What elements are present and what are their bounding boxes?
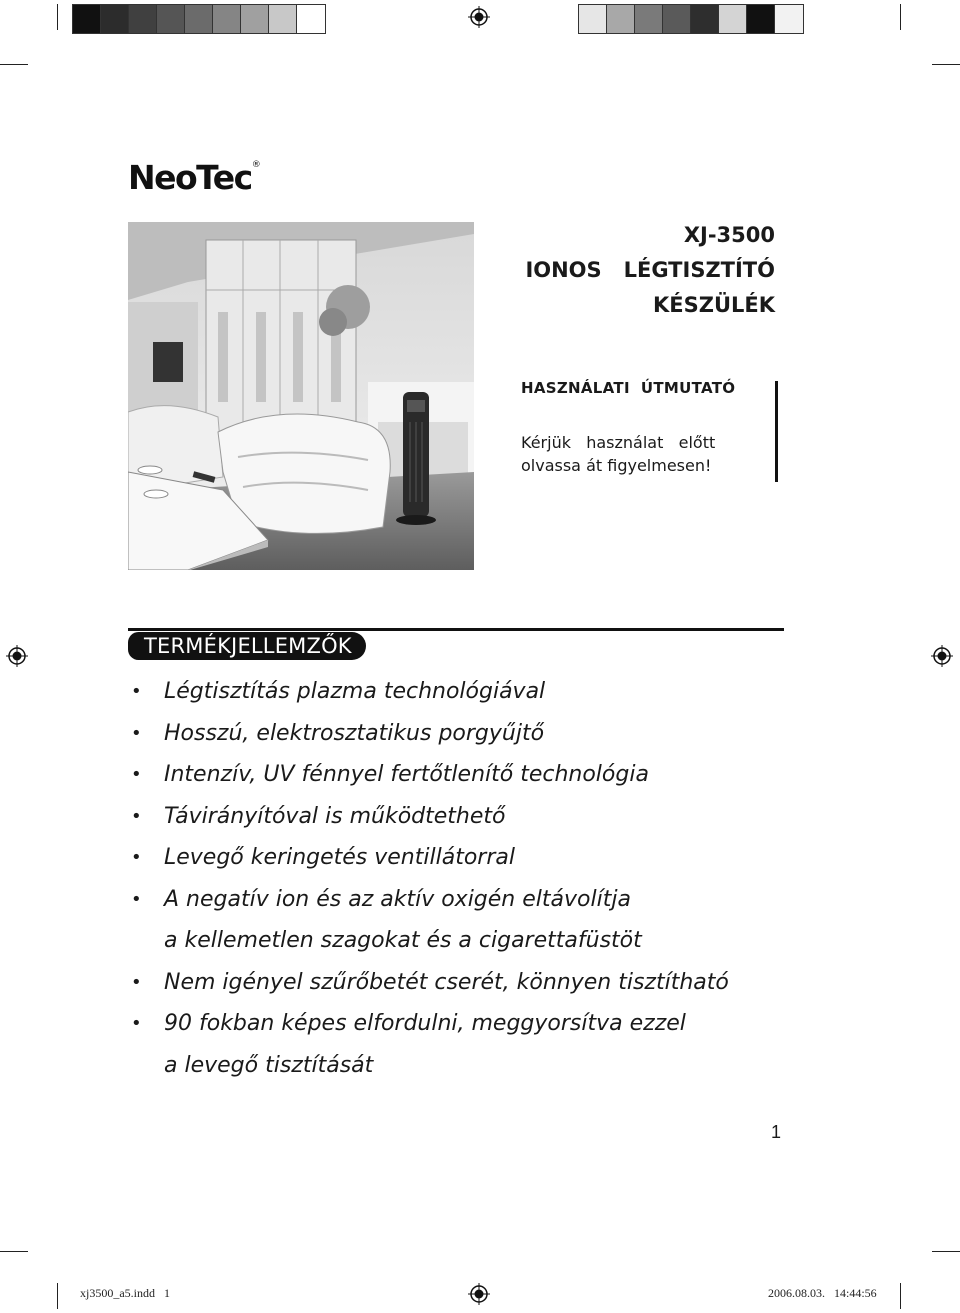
color-swatch (185, 5, 213, 33)
color-swatch (719, 5, 747, 33)
color-swatch (129, 5, 157, 33)
feature-text-continued: a kellemetlen szagokat és a cigarettafüstöt (164, 928, 642, 953)
feature-text-continued: a levegő tisztítását (164, 1052, 374, 1078)
feature-text: Légtisztítás plazma technológiával (164, 679, 546, 704)
brand-logo (128, 158, 261, 197)
product-photo (128, 222, 474, 570)
list-item (128, 837, 828, 879)
feature-text: Levegő keringetés ventillátorral (164, 845, 515, 870)
registration-mark-bottom-icon (468, 1283, 490, 1305)
color-swatch (691, 5, 719, 33)
crop-mark-top-left-h (0, 64, 28, 65)
registration-mark-left-icon (6, 645, 28, 667)
features-heading: TERMÉKJELLEMZŐK (128, 632, 366, 660)
feature-text: Nem igényel szűrőbetét cserét, könnyen tisztítható (164, 969, 729, 995)
color-swatch (579, 5, 607, 33)
features-list (128, 671, 828, 1086)
feature-text: Hosszú, elektrosztatikus porgyűjtő (164, 720, 545, 746)
crop-mark-bottom-right-v (900, 1283, 901, 1309)
color-swatch (101, 5, 129, 33)
crop-mark-top-right-v (900, 4, 901, 30)
bullet-icon: • (131, 764, 142, 785)
color-swatch (269, 5, 297, 33)
bullet-icon: • (131, 847, 142, 868)
color-bar-right (578, 4, 804, 34)
list-item (128, 671, 828, 713)
feature-text: 90 fokban képes elfordulni, meggyorsítva ezzel (164, 1011, 686, 1036)
bullet-icon: • (131, 722, 142, 744)
color-swatch (747, 5, 775, 33)
section-rule (128, 628, 784, 631)
list-item (128, 1003, 828, 1086)
crop-mark-bottom-right-h (932, 1251, 960, 1252)
bullet-icon: • (131, 1013, 142, 1034)
registration-mark-right-icon (931, 645, 953, 667)
crop-mark-bottom-left-v (57, 1283, 58, 1309)
crop-mark-top-left-v (57, 4, 58, 30)
manual-notice-line1: Kérjük használat előtt (521, 433, 716, 452)
crop-mark-top-right-h (932, 64, 960, 65)
color-swatch (663, 5, 691, 33)
list-item (128, 713, 828, 755)
color-swatch (213, 5, 241, 33)
model-number: XJ-3500 (683, 223, 775, 247)
feature-text: Intenzív, UV fénnyel fertőtlenítő technológia (164, 762, 649, 787)
vertical-divider (775, 381, 778, 482)
bullet-icon: • (131, 971, 142, 993)
color-swatch (73, 5, 101, 33)
color-swatch (297, 5, 325, 33)
color-swatch (157, 5, 185, 33)
bullet-icon: • (131, 681, 142, 702)
color-swatch (607, 5, 635, 33)
brand-logo-text: NeoTec (128, 158, 252, 197)
registered-mark: ® (251, 160, 261, 170)
color-bar-left (72, 4, 326, 34)
product-name-line2: KÉSZÜLÉK (652, 293, 775, 317)
registration-mark-top-icon (468, 6, 490, 28)
list-item (128, 754, 828, 796)
feature-text: Távirányítóval is működtethető (164, 803, 506, 829)
color-swatch (241, 5, 269, 33)
slug-file: xj3500_a5.indd 1 (80, 1286, 170, 1300)
bullet-icon: • (131, 888, 142, 910)
list-item (128, 796, 828, 838)
crop-mark-bottom-left-h (0, 1251, 28, 1252)
manual-notice (521, 431, 761, 477)
manual-notice-line2: olvassa át figyelmesen! (521, 456, 712, 475)
slug-date: 2006.08.03. 14:44:56 (768, 1286, 877, 1300)
product-name-line1: IONOS LÉGTISZTÍTÓ (525, 258, 775, 282)
color-swatch (635, 5, 663, 33)
feature-text: A negatív ion és az aktív oxigén eltávolítja (164, 886, 631, 912)
page-number: 1 (771, 1122, 782, 1142)
bullet-icon: • (131, 805, 142, 827)
list-item (128, 879, 828, 962)
manual-heading: HASZNÁLATI ÚTMUTATÓ (521, 379, 736, 397)
list-item (128, 962, 828, 1004)
color-swatch (775, 5, 803, 33)
